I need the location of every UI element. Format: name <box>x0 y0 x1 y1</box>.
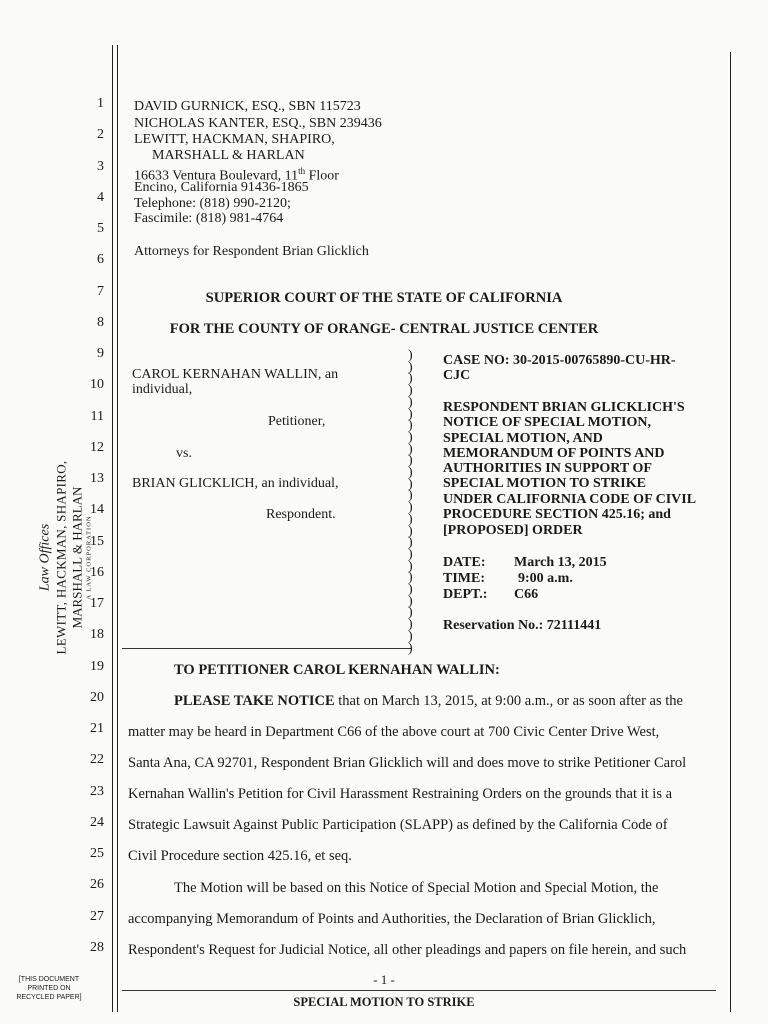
line-number: 24 <box>90 815 104 830</box>
document-title-line: SPECIAL MOTION TO STRIKE <box>443 476 646 491</box>
line-number: 6 <box>97 252 104 267</box>
line-number: 20 <box>90 690 104 705</box>
law-corporation-label: A LAW CORPORATION <box>85 515 93 600</box>
body-line: Civil Procedure section 425.16, et seq. <box>128 848 352 864</box>
body-line: PLEASE TAKE NOTICE that on March 13, 2015, at 9:00 a.m., or as soon after as the <box>174 693 683 709</box>
document-title-line: SPECIAL MOTION, AND <box>443 431 603 446</box>
document-title-line: [PROPOSED] ORDER <box>443 523 583 538</box>
firm-name-line: LEWITT, HACKMAN, SHAPIRO, <box>53 460 69 655</box>
attorney-line: DAVID GURNICK, ESQ., SBN 115723 <box>134 99 361 114</box>
document-title-line: RESPONDENT BRIAN GLICKLICH'S <box>443 400 685 415</box>
line-number: 16 <box>90 565 104 580</box>
hearing-dept-value: C66 <box>514 587 539 602</box>
line-number: 11 <box>90 409 104 424</box>
versus: vs. <box>176 446 192 461</box>
line-number: 17 <box>90 596 104 611</box>
left-margin-rule <box>112 45 113 1012</box>
case-number-cont: CJC <box>443 368 471 383</box>
line-number: 3 <box>97 159 104 174</box>
document-title-line: MEMORANDUM OF POINTS AND <box>443 446 665 461</box>
hearing-date-value: March 13, 2015 <box>514 555 607 570</box>
left-margin-rule-inner <box>117 45 118 1012</box>
line-number: 15 <box>90 534 104 549</box>
recycled-line: RECYCLED PAPER] <box>16 994 82 1001</box>
hearing-time-label: TIME: <box>443 571 485 586</box>
reservation-number: Reservation No.: 72111441 <box>443 618 602 633</box>
recycled-line: PRINTED ON <box>27 985 71 992</box>
hearing-date-label: DATE: <box>443 555 486 570</box>
line-number: 4 <box>97 190 104 205</box>
body-line: accompanying Memorandum of Points and Authorities, the Declaration of Brian Glicklich, <box>128 911 656 927</box>
right-margin-rule <box>730 52 731 1012</box>
salutation: TO PETITIONER CAROL KERNAHAN WALLIN: <box>174 662 500 678</box>
line-number: 12 <box>90 440 104 455</box>
caption-underline <box>122 648 412 649</box>
facsimile-line: Fascimile: (818) 981-4764 <box>134 211 284 226</box>
caption-parentheses: ) ) ) ) ) ) ) ) ) ) ) ) ) ) ) ) ) ) ) ) ) ) ) ) ) ) <box>408 348 413 656</box>
body-line: Santa Ana, CA 92701, Respondent Brian Glicklich will and does move to strike Petitioner Carol <box>128 755 687 771</box>
firm-name-line: MARSHALL & HARLAN <box>69 486 85 629</box>
body-line: matter may be heard in Department C66 of the above court at 700 Civic Center Drive West, <box>128 724 660 740</box>
city-line: Encino, California 91436-1865 <box>134 180 309 195</box>
line-number: 9 <box>97 346 104 361</box>
line-number: 21 <box>90 721 104 736</box>
line-number: 5 <box>97 221 104 236</box>
footer-title: SPECIAL MOTION TO STRIKE <box>293 995 475 1009</box>
footer-rule <box>122 990 716 991</box>
line-number: 7 <box>97 284 104 299</box>
line-number: 14 <box>90 502 104 517</box>
firm-line: MARSHALL & HARLAN <box>152 148 305 163</box>
line-number: 25 <box>90 846 104 861</box>
hearing-dept-label: DEPT.: <box>443 587 488 602</box>
respondent-name: BRIAN GLICKLICH, an individual, <box>132 476 339 491</box>
line-number: 1 <box>97 96 104 111</box>
body-line: The Motion will be based on this Notice of Special Motion and Special Motion, the <box>174 880 659 896</box>
attorneys-for: Attorneys for Respondent Brian Glicklich <box>134 244 369 259</box>
case-number: CASE NO: 30-2015-00765890-CU-HR- <box>443 353 676 368</box>
document-title-line: PROCEDURE SECTION 425.16; and <box>443 507 671 522</box>
court-subtitle: FOR THE COUNTY OF ORANGE- CENTRAL JUSTICE CENTER <box>169 321 599 337</box>
line-number: 18 <box>90 627 104 642</box>
body-line: Strategic Lawsuit Against Public Participation (SLAPP) as defined by the California Code of <box>128 817 668 833</box>
page-number: - 1 - <box>373 972 395 987</box>
line-number: 23 <box>90 784 104 799</box>
court-title: SUPERIOR COURT OF THE STATE OF CALIFORNIA <box>205 290 563 306</box>
attorney-line: NICHOLAS KANTER, ESQ., SBN 239436 <box>134 116 382 131</box>
document-title-line: UNDER CALIFORNIA CODE OF CIVIL <box>443 492 697 507</box>
line-number: 10 <box>90 377 104 392</box>
line-number: 28 <box>90 940 104 955</box>
petitioner-name: CAROL KERNAHAN WALLIN, an <box>132 367 339 382</box>
telephone-line: Telephone: (818) 990-2120; <box>134 196 291 211</box>
line-number: 22 <box>90 752 104 767</box>
line-number: 27 <box>90 909 104 924</box>
petitioner-role: Petitioner, <box>268 414 326 429</box>
hearing-time-value: 9:00 a.m. <box>518 571 573 586</box>
document-title-line: NOTICE OF SPECIAL MOTION, <box>443 415 651 430</box>
body-line: Kernahan Wallin's Petition for Civil Harassment Restraining Orders on the grounds that it is a <box>128 786 673 802</box>
document-title-line: AUTHORITIES IN SUPPORT OF <box>443 461 652 476</box>
respondent-role: Respondent. <box>266 507 336 522</box>
body-line: Respondent's Request for Judicial Notice, all other pleadings and papers on file herein, and such <box>128 942 687 958</box>
line-number: 8 <box>97 315 104 330</box>
law-offices-label: Law Offices <box>37 523 53 592</box>
recycled-line: [THIS DOCUMENT <box>18 976 80 983</box>
line-number: 13 <box>90 471 104 486</box>
firm-margin-seal <box>38 443 93 673</box>
line-number: 26 <box>90 877 104 892</box>
petitioner-name-cont: individual, <box>132 382 193 397</box>
address-line: 16633 Ventura Boulevard, 11th Floor <box>134 166 339 184</box>
line-number: 2 <box>97 127 104 142</box>
firm-line: LEWITT, HACKMAN, SHAPIRO, <box>134 132 335 147</box>
line-number: 19 <box>90 659 104 674</box>
